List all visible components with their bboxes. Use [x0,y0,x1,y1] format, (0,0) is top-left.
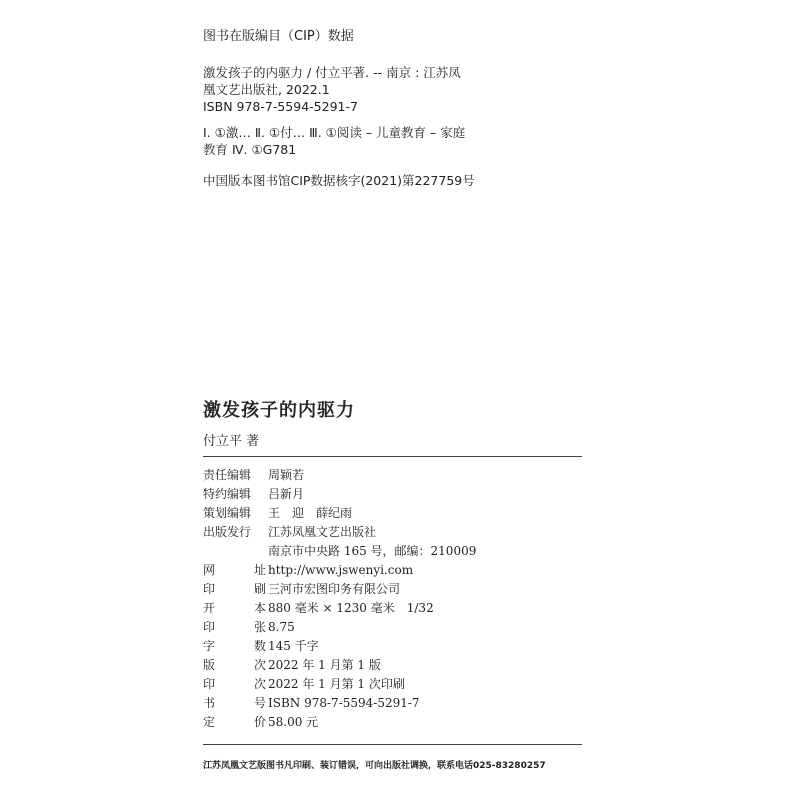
cip-classification [203,124,465,158]
cip-class-line: 教育 Ⅳ. ①G781 [203,142,297,157]
info-label: 定 价 [203,715,266,729]
info-label: 字 数 [203,639,266,653]
info-row-sheets [203,617,476,636]
info-value: 2022 年 1 月第 1 版 [268,658,381,672]
info-value: 2022 年 1 月第 1 次印刷 [268,677,405,691]
divider-bottom [203,744,582,745]
info-row-special-editor [203,484,476,503]
info-label: 印 张 [203,620,266,634]
info-value: 145 千字 [268,639,319,653]
publication-info-table [203,465,476,731]
info-label: 开 本 [203,601,266,615]
cip-record-line: ISBN 978-7-5594-5291-7 [203,99,358,114]
info-value: 880 毫米 × 1230 毫米 1/32 [268,601,434,615]
info-label: 网 址 [203,563,266,577]
info-row-price [203,712,476,731]
info-row-printer [203,579,476,598]
info-label: 责任编辑 [203,468,252,482]
info-value: 三河市宏图印务有限公司 [268,582,401,596]
info-row-format [203,598,476,617]
info-row-address [203,541,476,560]
info-value: 王 迎 薛纪雨 [268,506,353,520]
info-label: 版 次 [203,658,266,672]
book-title: 激发孩子的内驱力 [203,400,355,421]
info-value: 江苏凤凰文艺出版社 [268,525,377,539]
cip-header: 图书在版编目（CIP）数据 [203,29,354,44]
info-label: 书 号 [203,696,266,710]
cip-record-line: 激发孩子的内驱力 / 付立平著. -- 南京 : 江苏凤 [203,65,461,80]
info-label: 策划编辑 [203,506,252,520]
info-value: 吕新月 [268,487,305,501]
info-row-responsible-editor [203,465,476,484]
cip-class-line: Ⅰ. ①激… Ⅱ. ①付… Ⅲ. ①阅读 – 儿童教育 – 家庭 [203,125,466,140]
info-row-printing [203,674,476,693]
website-link: http://www.jswenyi.com [268,562,414,577]
info-row-word-count [203,636,476,655]
info-label: 出版发行 [203,525,252,539]
cip-record [203,64,461,115]
info-label: 印 次 [203,677,266,691]
book-author: 付立平 著 [203,434,260,449]
info-row-edition [203,655,476,674]
info-row-planning-editor [203,503,476,522]
info-value: 南京市中央路 165 号，邮编：210009 [268,544,477,558]
cip-record-line: 凰文艺出版社, 2022.1 [203,82,330,97]
info-label: 特约编辑 [203,487,252,501]
info-value: 58.00 元 [268,715,319,729]
info-row-isbn [203,693,476,712]
info-row-website [203,560,476,579]
footer-notice: 江苏凤凰文艺版图书凡印刷、装订错误，可向出版社调换，联系电话025-83280257 [203,761,546,771]
info-row-publisher [203,522,476,541]
info-label: 印 刷 [203,582,266,596]
info-value: 周颖若 [268,468,305,482]
info-value: 8.75 [268,619,295,634]
cip-approval: 中国版本图书馆CIP数据核字(2021)第227759号 [203,173,475,188]
info-value: ISBN 978-7-5594-5291-7 [268,695,420,710]
divider-top [203,456,582,457]
